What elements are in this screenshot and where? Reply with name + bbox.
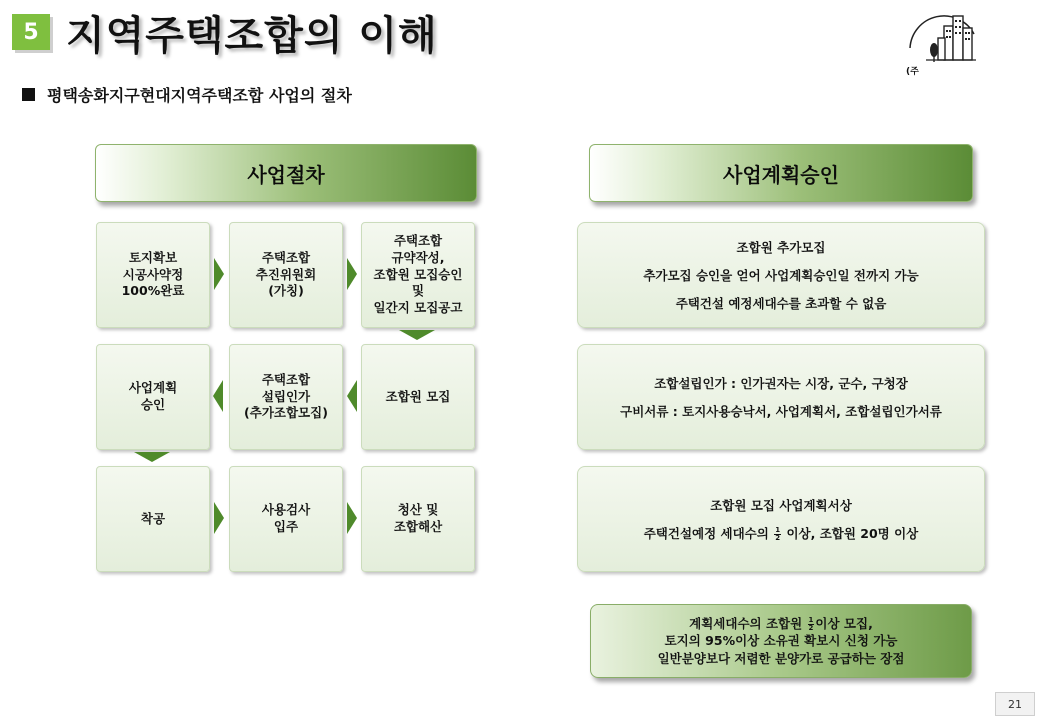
info-box-recruitment-requirements xyxy=(577,466,985,572)
summary-text: 계획세대수의 조합원 xyxy=(689,615,803,631)
fraction-numerator: 1 xyxy=(775,526,781,534)
company-logo xyxy=(904,8,986,78)
info-line: 추가모집 승인을 얻어 사업계획승인일 전까지 가능 xyxy=(643,268,919,283)
section-subtitle xyxy=(22,83,352,106)
step-inspection-move-in: 사용검사 입주 xyxy=(229,466,343,572)
info-box-additional-recruitment xyxy=(577,222,985,328)
info-line: 조합원 추가모집 xyxy=(736,240,826,255)
summary-text: 이상 모집, xyxy=(815,615,873,631)
square-bullet-icon xyxy=(22,88,35,101)
subtitle-text: 평택송화지구현대지역주택조합 사업의 절차 xyxy=(47,86,352,105)
arrow-down-icon xyxy=(134,452,170,462)
step-land-acquisition: 토지확보 시공사약정 100%완료 xyxy=(96,222,210,328)
approval-banner: 사업계획승인 xyxy=(589,144,973,202)
fraction xyxy=(808,617,815,632)
page-number: 21 xyxy=(995,692,1035,716)
step-bylaws-recruitment-approval: 주택조합 규약작성, 조합원 모집승인 및 일간지 모집공고 xyxy=(361,222,475,328)
fraction-denominator: 2 xyxy=(775,534,781,542)
arrow-right-icon xyxy=(347,258,357,290)
step-business-plan-approval: 사업계획 승인 xyxy=(96,344,210,450)
process-banner: 사업절차 xyxy=(95,144,477,202)
summary-line-with-fraction xyxy=(689,615,873,633)
info-line: 주택건설 예정세대수를 초과할 수 없음 xyxy=(675,296,887,311)
page-title: 지역주택조합의 이해 xyxy=(66,13,438,59)
fraction xyxy=(774,527,781,542)
arrow-right-icon xyxy=(214,258,224,290)
arrow-down-icon xyxy=(399,330,435,340)
summary-line: 일반분양보다 저렴한 분양가로 공급하는 장점 xyxy=(657,650,905,666)
info-text: 주택건설예정 세대수의 xyxy=(643,526,769,541)
info-line-with-fraction xyxy=(644,524,919,542)
step-promotion-committee: 주택조합 추진위원회 (가칭) xyxy=(229,222,343,328)
arrow-right-icon xyxy=(214,502,224,534)
info-box-establishment-approval xyxy=(577,344,985,450)
info-line: 조합설립인가 : 인가권자는 시장, 군수, 구청장 xyxy=(654,376,908,391)
fraction-numerator: 1 xyxy=(808,615,814,624)
summary-line: 토지의 95%이상 소유권 확보시 신청 가능 xyxy=(664,633,898,649)
info-line: 구비서류 : 토지사용승낙서, 사업계획서, 조합설립인가서류 xyxy=(620,404,942,419)
step-member-recruitment: 조합원 모집 xyxy=(361,344,475,450)
info-text: 이상, 조합원 20명 이상 xyxy=(786,526,919,541)
step-union-establishment: 주택조합 설립인가 (추가조합모집) xyxy=(229,344,343,450)
arrow-right-icon xyxy=(347,502,357,534)
info-line: 조합원 모집 사업계획서상 xyxy=(710,498,852,513)
arrow-left-icon xyxy=(347,380,357,412)
summary-box xyxy=(590,604,972,678)
logo-text: (주 xyxy=(906,67,919,77)
step-liquidation-dissolution: 청산 및 조합해산 xyxy=(361,466,475,572)
step-construction-start: 착공 xyxy=(96,466,210,572)
section-number-badge: 5 xyxy=(12,14,50,50)
arrow-left-icon xyxy=(213,380,223,412)
fraction-denominator: 2 xyxy=(808,623,814,632)
